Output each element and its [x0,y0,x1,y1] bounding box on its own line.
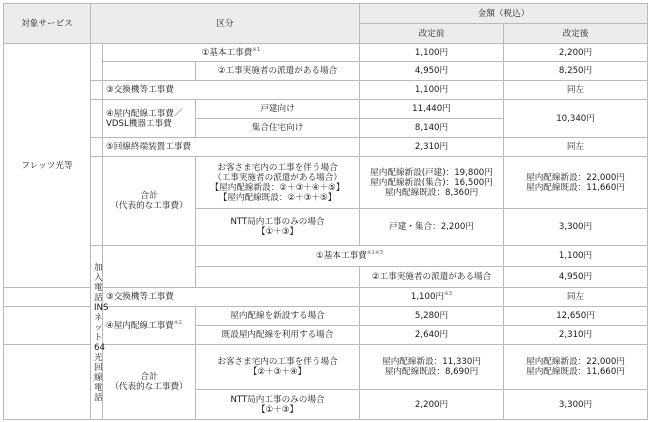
spacer-cell [91,44,103,81]
total-condition: NTT局内工事のみの場合 【①＋③】 [196,390,360,420]
after-value: 3,300円 [504,209,648,246]
spacer-cell [91,157,103,246]
after-value: 屋内配線新設：22,000円 屋内配線既設：11,660円 [504,157,648,209]
target-service-header: 対象サービス [4,4,91,44]
after-value: 同左 [504,138,648,157]
table-row [4,246,648,267]
service-name-telephone: 加入電話 INSネット64 光回線電話 [91,246,103,420]
spacer-cell [103,246,196,288]
before-value: 屋内配線新設：11,330円 屋内配線既設：8,690円 [360,345,504,390]
before-value: 5,280円 [360,307,504,326]
sub-label: 屋内配線を新設する場合 [196,307,360,326]
service-name-flets: フレッツ光等 [4,44,91,288]
after-value: 同左 [504,288,648,307]
row-label: ②工事実施者の派遣がある場合 [196,62,360,81]
table-row [4,81,648,100]
spacer-cell [91,81,103,100]
before-value: 4,950円 [360,62,504,81]
amount-header: 金額（税込） [360,4,648,24]
spacer-cell [91,100,103,138]
before-value: 2,200円 [360,390,504,420]
after-value: 2,200円 [504,44,648,62]
after-value: 3,300円 [504,390,648,420]
before-value: 1,100円$^{※3}$ [360,288,504,307]
before-value: 2,640円 [360,326,504,345]
after-value: 10,340円 [504,100,648,138]
before-value: 11,440円 [360,100,504,119]
sub-label: 戸建向け [196,100,360,119]
row-label: ③交換機等工事費 [103,288,360,307]
footnote-mark: ※1※3 [366,250,383,257]
spacer-cell [91,138,103,157]
spacer-cell [4,345,91,420]
footnote-mark: ※3 [444,291,453,298]
construction-fee-table [3,3,648,420]
row-label: ⑤回線終端装置工事費 [103,138,360,157]
sub-label: 集合住宅向け [196,119,360,138]
row-label: ①基本工事費$^{※1※3}$ [196,246,504,267]
before-value: 4,950円 [504,267,648,288]
footnote-mark: ※1 [252,46,261,53]
table-row [4,138,648,157]
before-value: 1,100円 [360,44,504,62]
row-label: ③交換機等工事費 [103,81,360,100]
before-value: 1,100円 [504,246,648,267]
spacer-cell [103,62,196,81]
total-label: 合計 （代表的な工事費） [103,157,196,246]
after-value: 2,310円 [504,326,648,345]
spacer-cell [196,267,360,288]
category-header: 区分 [91,4,360,44]
row-label: ②工事実施者の派遣がある場合 [360,267,504,288]
after-value: 8,250円 [504,62,648,81]
before-value: 戸建・集合：2,200円 [360,209,504,246]
after-value: 屋内配線新設：22,000円 屋内配線既設：11,660円 [504,345,648,390]
before-value: 8,140円 [360,119,504,138]
header-row [4,4,648,24]
after-revision-header: 改定後 [504,24,648,44]
sub-label: 既設屋内配線を利用する場合 [196,326,360,345]
row-label: ①基本工事費$^{※1}$ [103,44,360,62]
row-label: ④屋内配線工事費／ VDSL機器工事費 [103,100,196,138]
before-revision-header: 改定前 [360,24,504,44]
footnote-mark: ※2 [173,319,182,326]
spacer-cell [4,288,91,307]
before-value: 1,100円 [360,81,504,100]
after-value: 同左 [504,81,648,100]
table-row [4,44,648,62]
spacer-cell [4,307,91,345]
before-value: 2,310円 [360,138,504,157]
row-label: ④屋内配線工事費$^{※2}$ [103,307,196,345]
table-row [4,157,648,209]
total-label: 合計 （代表的な工事費） [103,345,196,420]
table-row [4,100,648,119]
total-condition: お客さま宅内の工事を伴う場合 （工事実施者の派遣がある場合） 【屋内配線新設：②＋③＋④＋⑤】 【屋内配線既設：②＋③＋⑤】 [196,157,360,209]
before-value: 屋内配線新設(戸建)：19,800円 屋内配線新設(集合)：16,500円 屋内配線既設：8,360円 [360,157,504,209]
total-condition: NTT局内工事のみの場合 【①＋③】 [196,209,360,246]
after-value: 12,650円 [504,307,648,326]
total-condition: お客さま宅内の工事を伴う場合 【②＋③＋④】 [196,345,360,390]
